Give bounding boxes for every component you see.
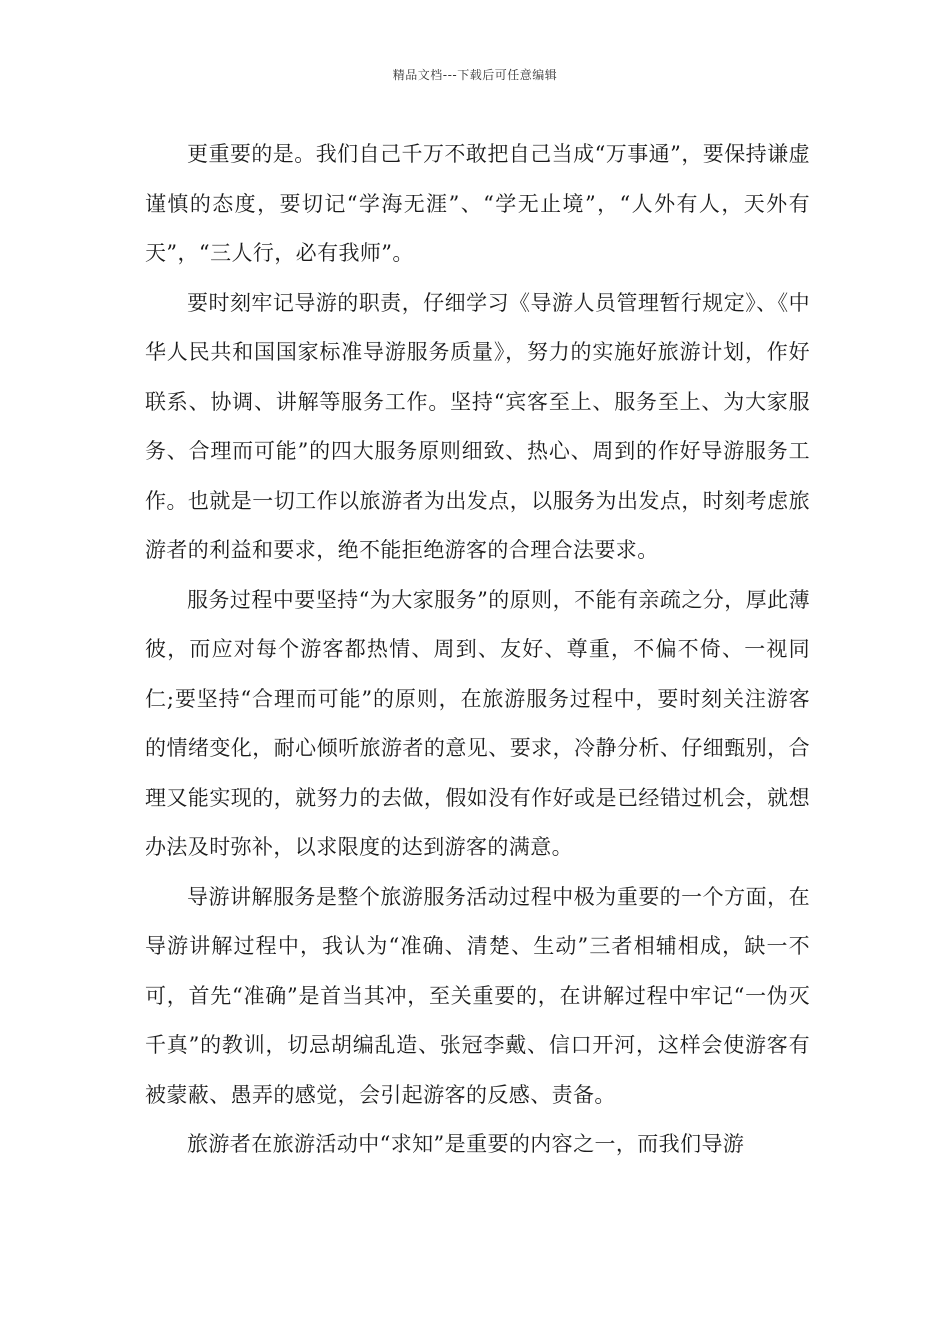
paragraph-4: 导游讲解服务是整个旅游服务活动过程中极为重要的一个方面，在导游讲解过程中，我认为“准确、清楚、生动”三者相辅相成，缺一不可，首先“准确”是首当其冲，至关重要的，在讲解过程中牢记“一伪灭千真”的教训，切忌胡编乱造、张冠李戴、信口开河，这样会使游客有被蒙蔽、愚弄的感觉，会引起游客的反感、责备。 <box>145 884 810 1107</box>
paragraph-2: 要时刻牢记导游的职责，仔细学习《导游人员管理暂行规定》、《中华人民共和国国家标准导游服务质量》，努力的实施好旅游计划，作好联系、协调、讲解等服务工作。坚持“宾客至上、服务至上、为大家服务、合理而可能”的四大服务原则细致、热心、周到的作好导游服务工作。也就是一切工作以旅游者为出发点，以服务为出发点，时刻考虑旅游者的利益和要求，绝不能拒绝游客的合理合法要求。 <box>145 290 810 562</box>
paragraph-1: 更重要的是。我们自己千万不敢把自己当成“万事通”，要保持谦虚谨慎的态度，要切记“学海无涯”、“学无止境”，“人外有人，天外有天”，“三人行，必有我师”。 <box>145 142 810 265</box>
document-body <box>145 130 810 1170</box>
paragraph-3: 服务过程中要坚持“为大家服务”的原则，不能有亲疏之分，厚此薄彼，而应对每个游客都热情、周到、友好、尊重，不偏不倚、一视同仁;要坚持“合理而可能”的原则，在旅游服务过程中，要时刻关注游客的情绪变化，耐心倾听旅游者的意见、要求，冷静分析、仔细甄别，合理又能实现的，就努力的去做，假如没有作好或是已经错过机会，就想办法及时弥补，以求限度的达到游客的满意。 <box>145 587 810 859</box>
paragraph-5: 旅游者在旅游活动中“求知”是重要的内容之一，而我们导游 <box>187 1132 745 1156</box>
page-header: 精品文档---下载后可任意编辑 <box>392 68 558 82</box>
